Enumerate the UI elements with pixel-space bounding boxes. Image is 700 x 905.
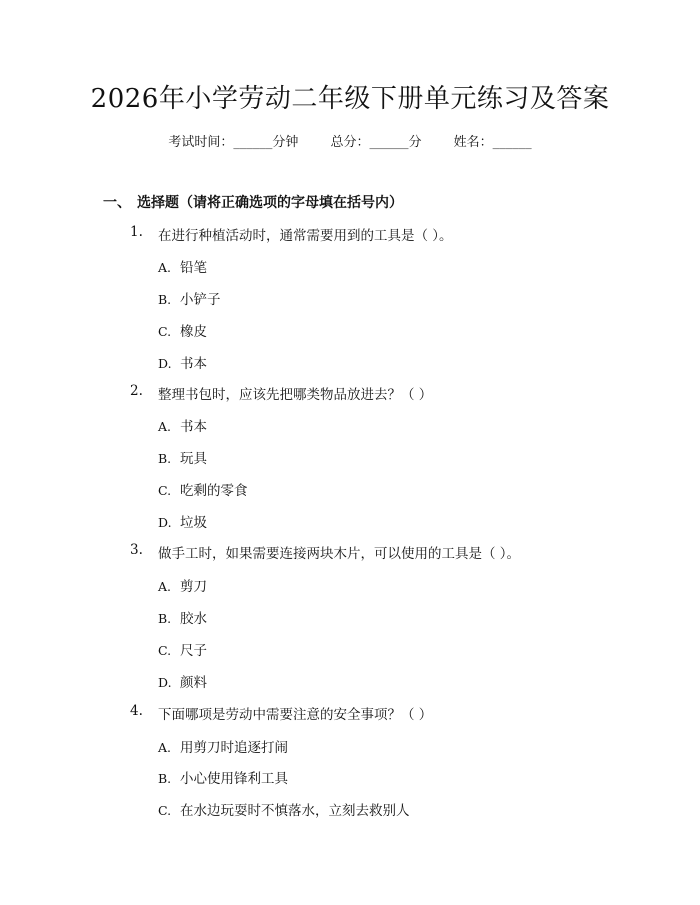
option-1a	[158, 256, 207, 276]
option-1b	[158, 288, 221, 308]
option-letter: B.	[158, 292, 172, 307]
exam-score-label: 总分：	[330, 135, 370, 150]
option-3b	[158, 607, 207, 627]
option-letter: B.	[158, 451, 172, 466]
option-text: 橡皮	[180, 324, 207, 340]
option-4b	[158, 767, 288, 787]
option-letter: C.	[158, 803, 172, 818]
question-number: 4.	[130, 703, 143, 719]
option-text: 小心使用锋利工具	[180, 771, 288, 787]
student-name-blank: ______	[492, 135, 532, 150]
option-text: 书本	[180, 356, 207, 372]
option-letter: A.	[158, 260, 172, 275]
option-1d	[158, 352, 207, 372]
option-letter: C.	[158, 483, 172, 498]
option-letter: D.	[158, 675, 172, 690]
option-letter: C.	[158, 324, 172, 339]
option-letter: A.	[158, 740, 172, 755]
option-letter: B.	[158, 771, 172, 786]
exam-time	[168, 135, 298, 150]
option-text: 剪刀	[180, 579, 207, 595]
option-3d	[158, 671, 207, 691]
exam-time-label: 考试时间：	[168, 135, 234, 150]
option-letter: A.	[158, 579, 172, 594]
question-number: 3.	[130, 542, 143, 558]
exam-time-unit: 分钟	[272, 135, 299, 150]
option-text: 颜料	[180, 675, 207, 691]
exam-meta	[0, 131, 700, 150]
exam-score	[330, 135, 421, 150]
option-3a	[158, 575, 207, 595]
option-2a	[158, 415, 207, 435]
question-number: 2.	[130, 383, 143, 399]
option-letter: A.	[158, 419, 172, 434]
exam-score-blank: ______	[369, 135, 409, 150]
option-letter: D.	[158, 515, 172, 530]
option-text: 玩具	[180, 451, 207, 467]
option-text: 在水边玩耍时不慎落水，立刻去救别人	[180, 803, 410, 819]
option-1c	[158, 320, 207, 340]
question-text: 整理书包时，应该先把哪类物品放进去？（ ）	[158, 387, 433, 403]
option-text: 书本	[180, 419, 207, 435]
question-text: 下面哪项是劳动中需要注意的安全事项？（ ）	[158, 707, 433, 723]
option-2c	[158, 479, 248, 499]
question-text: 做手工时，如果需要连接两块木片，可以使用的工具是（ ）。	[158, 546, 521, 562]
option-4a	[158, 736, 288, 756]
exam-score-unit: 分	[408, 135, 422, 150]
option-text: 小铲子	[180, 292, 221, 308]
student-name-label: 姓名：	[453, 135, 493, 150]
option-text: 用剪刀时追逐打闹	[180, 740, 288, 756]
student-name	[454, 135, 532, 150]
option-3c	[158, 639, 207, 659]
option-text: 胶水	[180, 611, 207, 627]
question-number: 1.	[130, 224, 143, 240]
option-letter: C.	[158, 643, 172, 658]
question-text: 在进行种植活动时，通常需要用到的工具是（ ）。	[158, 228, 453, 244]
option-text: 尺子	[180, 643, 207, 659]
option-text: 垃圾	[180, 515, 207, 531]
option-2b	[158, 447, 207, 467]
option-text: 吃剩的零食	[180, 483, 248, 499]
option-2d	[158, 511, 207, 531]
option-letter: B.	[158, 611, 172, 626]
section-title: 选择题（请将正确选项的字母填在括号内）	[137, 195, 403, 211]
exam-time-blank: ______	[233, 135, 273, 150]
option-text: 铅笔	[180, 260, 207, 276]
option-letter: D.	[158, 356, 172, 371]
section-number: 一、	[103, 195, 131, 211]
option-4c	[158, 799, 410, 819]
section-heading	[103, 192, 403, 212]
document-title: 2026年小学劳动二年级下册单元练习及答案	[90, 84, 610, 114]
